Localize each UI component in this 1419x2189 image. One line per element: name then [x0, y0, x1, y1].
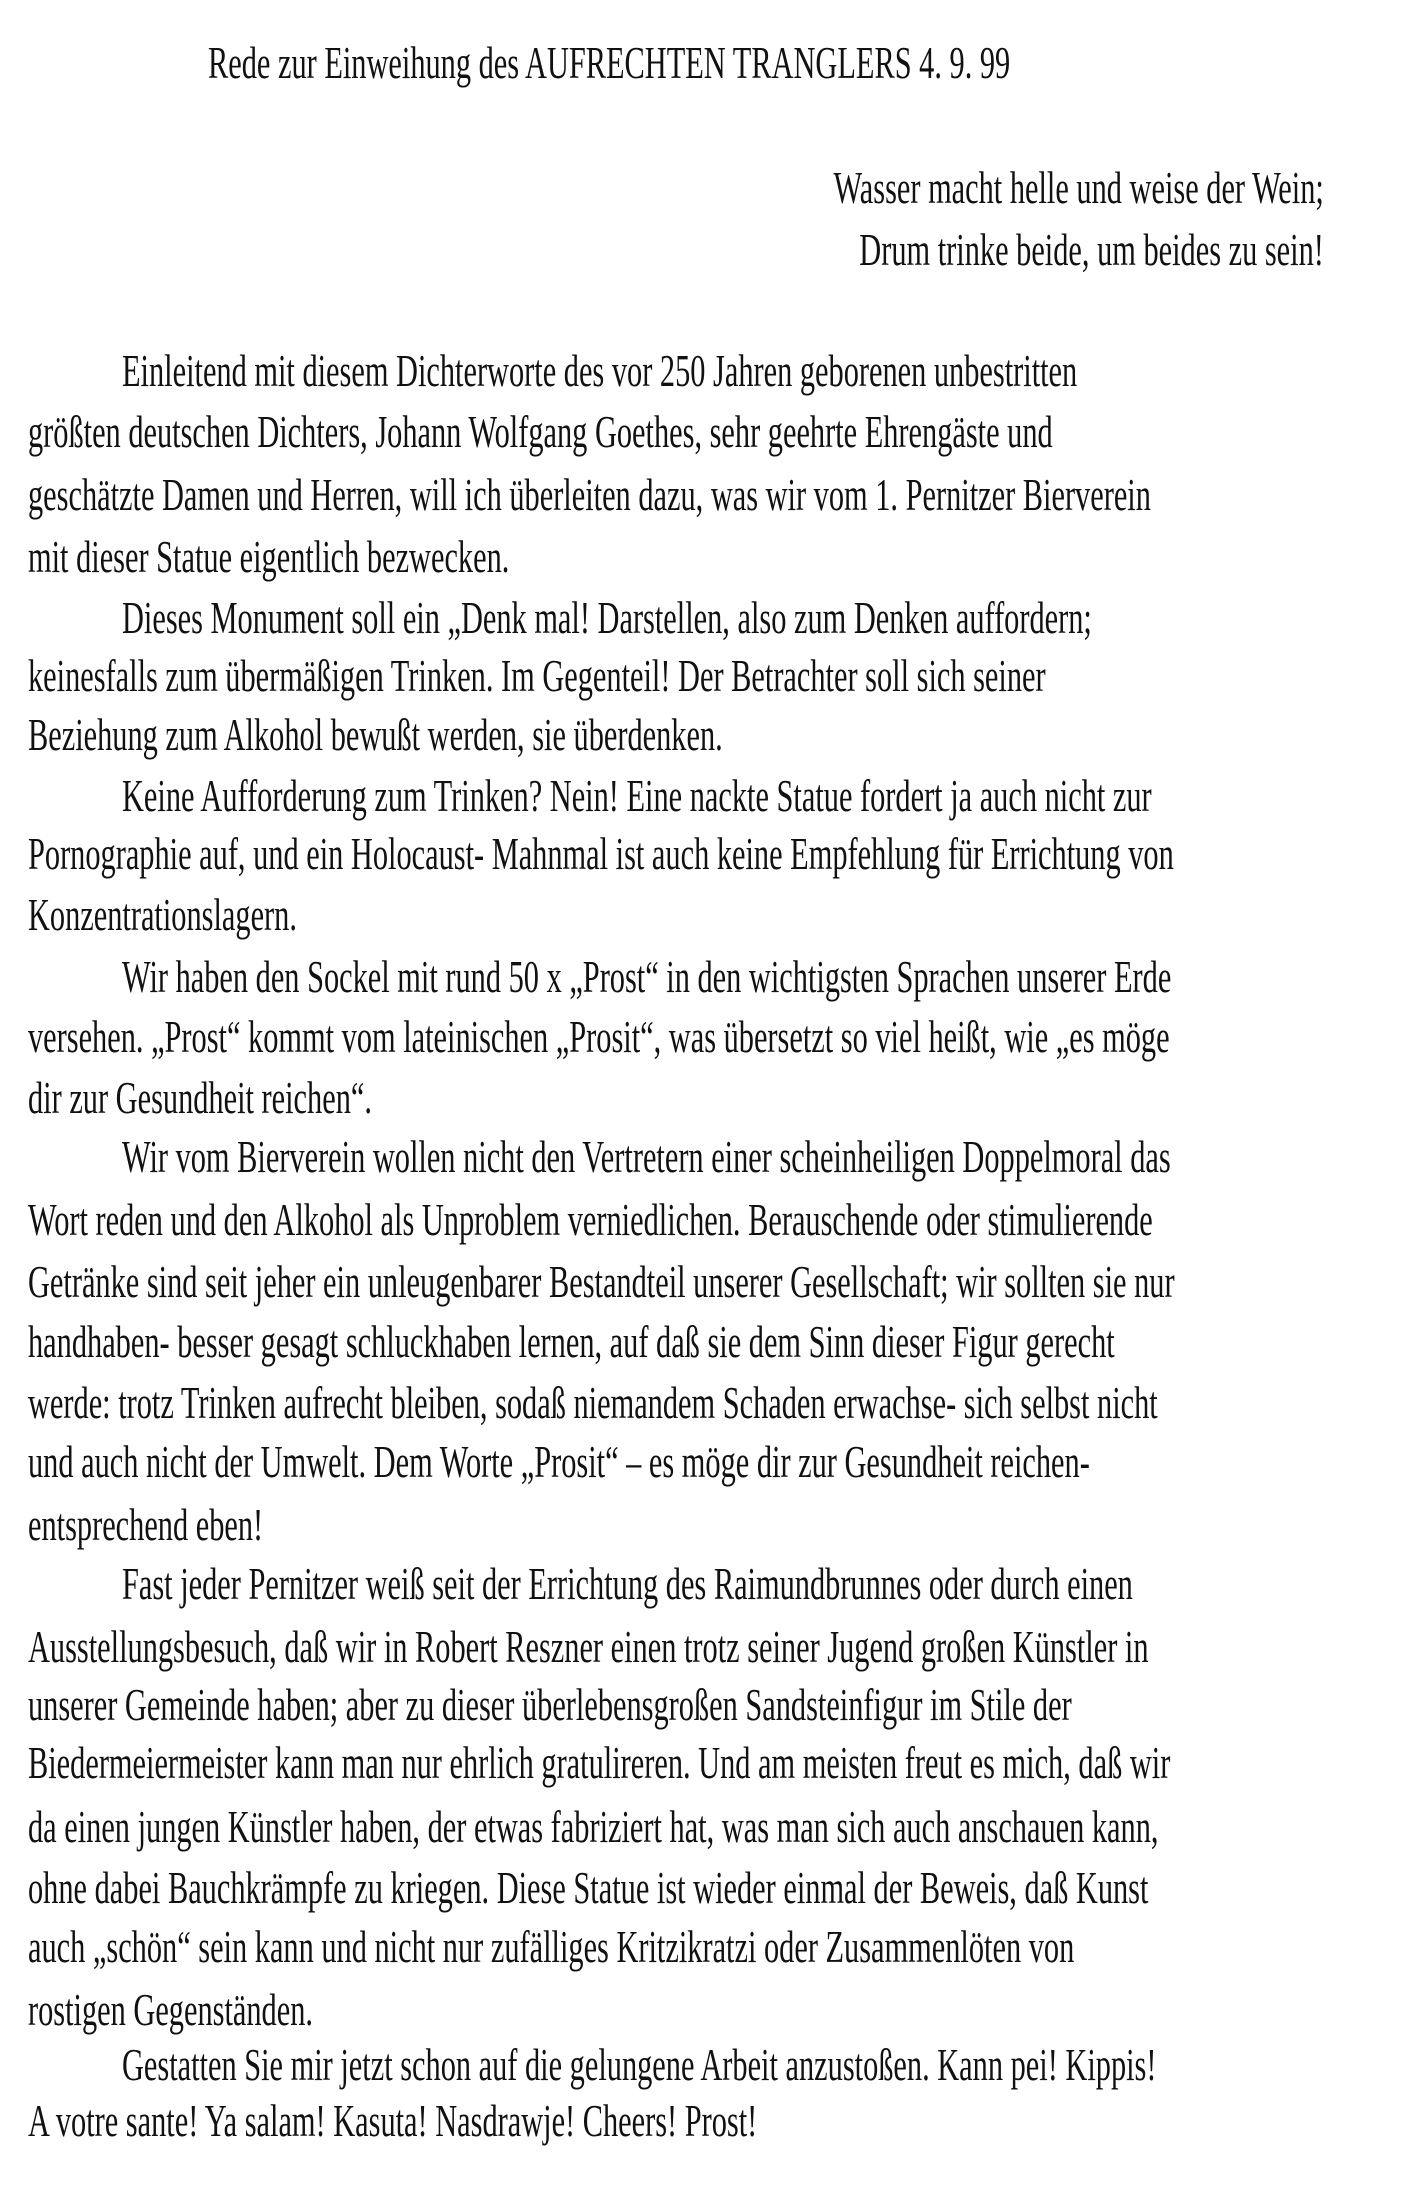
text-line: Getränke sind seit jeher ein unleugenbarer Bestandteil unserer Gesellschaft; wir sollten sie nur — [28, 1256, 1175, 1307]
text-line: auch „schön“ sein kann und nicht nur zufälliges Kritzikratzi oder Zusammenlöten von — [28, 1921, 1075, 1972]
text-line: dir zur Gesundheit reichen“. — [28, 1072, 372, 1123]
text-line: Beziehung zum Alkohol bewußt werden, sie überdenken. — [28, 709, 723, 760]
epigraph-line-2: Drum trinke beide, um beides zu sein! — [859, 224, 1324, 275]
text-line: rostigen Gegenständen. — [28, 1984, 313, 2035]
text-line: Keine Aufforderung zum Trinken? Nein! Eine nackte Statue fordert ja auch nicht zur — [122, 770, 1152, 821]
text-line: Dieses Monument soll ein „Denk mal! Darstellen, also zum Denken auffordern; — [122, 592, 1092, 643]
text-line: A votre sante! Ya salam! Kasuta! Nasdrawje! Cheers! Prost! — [28, 2095, 758, 2146]
text-line: Fast jeder Pernitzer weiß seit der Errichtung des Raimundbrunnes oder durch einen — [122, 1558, 1133, 1609]
text-line: Gestatten Sie mir jetzt schon auf die gelungene Arbeit anzustoßen. Kann pei! Kippis! — [122, 2039, 1157, 2090]
text-line: Einleitend mit diesem Dichterworte des vor 250 Jahren geborenen unbestritten — [122, 345, 1078, 396]
text-line: geschätzte Damen und Herren, will ich überleiten dazu, was wir vom 1. Pernitzer Bierverein — [28, 469, 1151, 520]
text-line: unserer Gemeinde haben; aber zu dieser überlebensgroßen Sandsteinfigur im Stile der — [28, 1679, 1072, 1730]
text-line: Wort reden und den Alkohol als Unproblem verniedlichen. Berauschende oder stimulierende — [28, 1194, 1153, 1245]
text-line: Wir vom Bierverein wollen nicht den Vertretern einer scheinheiligen Doppelmoral das — [122, 1131, 1171, 1182]
text-line: ohne dabei Bauchkrämpfe zu kriegen. Diese Statue ist wieder einmal der Beweis, daß Kunst — [28, 1862, 1149, 1913]
text-line: handhaben- besser gesagt schluckhaben lernen, auf daß sie dem Sinn dieser Figur gerecht — [28, 1316, 1115, 1367]
text-line: mit dieser Statue eigentlich bezwecken. — [28, 531, 510, 582]
text-line: größten deutschen Dichters, Johann Wolfgang Goethes, sehr geehrte Ehrengäste und — [28, 406, 1053, 457]
text-line: Pornographie auf, und ein Holocaust- Mahnmal ist auch keine Empfehlung für Errichtung von — [28, 828, 1174, 879]
text-line: versehen. „Prost“ kommt vom lateinischen „Prosit“, was übersetzt so viel heißt, wie „es möge — [28, 1011, 1170, 1062]
text-line: Wir haben den Sockel mit rund 50 x „Prost“ in den wichtigsten Sprachen unserer Erde — [122, 951, 1172, 1002]
text-line: Ausstellungsbesuch, daß wir in Robert Reszner einen trotz seiner Jugend großen Künstler in — [28, 1621, 1149, 1672]
speech-title: Rede zur Einweihung des AUFRECHTEN TRANGLERS 4. 9. 99 — [208, 37, 1011, 88]
text-line: werde: trotz Trinken aufrecht bleiben, sodaß niemandem Schaden erwachse- sich selbst nicht — [28, 1377, 1158, 1428]
text-line: und auch nicht der Umwelt. Dem Worte „Prosit“ – es möge dir zur Gesundheit reichen- — [28, 1436, 1090, 1487]
text-line: da einen jungen Künstler haben, der etwas fabriziert hat, was man sich auch anschauen kann, — [28, 1801, 1159, 1852]
text-line: entsprechend eben! — [28, 1499, 264, 1550]
epigraph-line-1: Wasser macht helle und weise der Wein; — [833, 162, 1324, 213]
text-line: Biedermeiermeister kann man nur ehrlich gratulireren. Und am meisten freut es mich, daß wir — [28, 1737, 1171, 1788]
text-line: keinesfalls zum übermäßigen Trinken. Im Gegenteil! Der Betrachter soll sich seiner — [28, 650, 1046, 701]
text-line: Konzentrationslagern. — [28, 889, 297, 940]
